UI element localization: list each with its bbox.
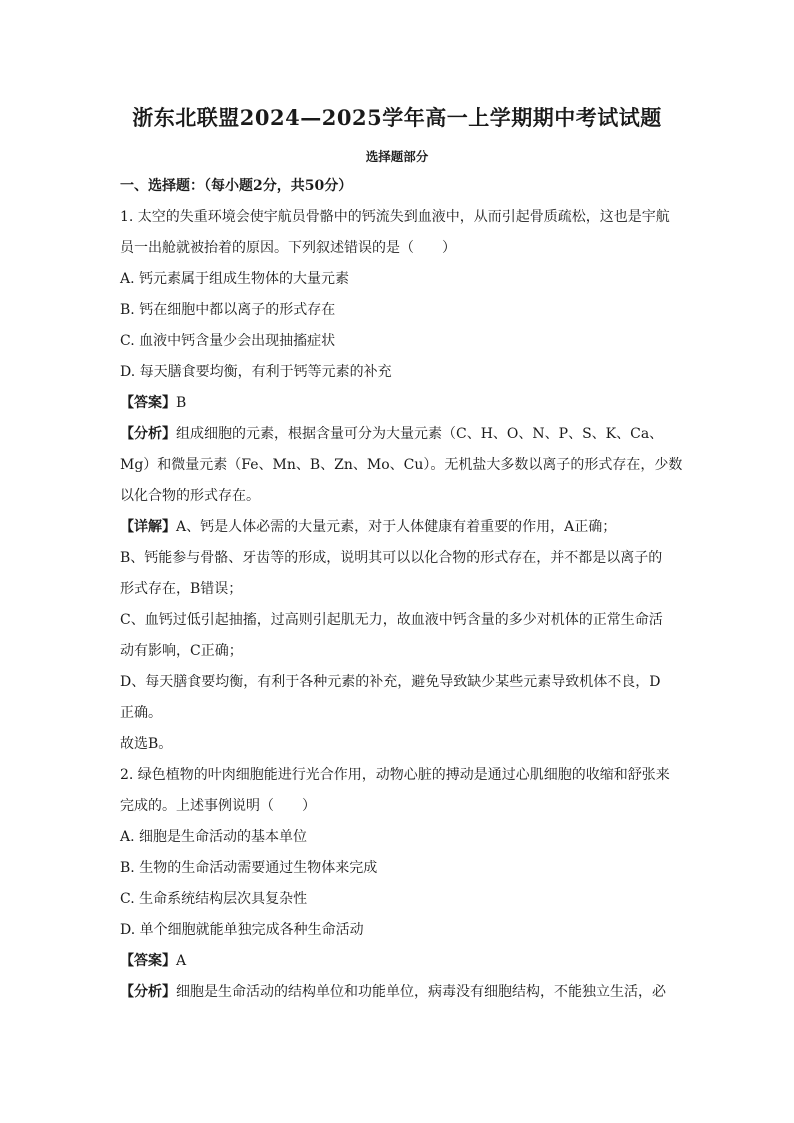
q1-detail-line6: D、每天膳食要均衡，有利于各种元素的补充，避免导致缺少某些元素导致机体不良，D bbox=[120, 674, 661, 690]
q1-stem-line2: 员一出舱就被抬着的原因。下列叙述错误的是（ ） bbox=[120, 240, 456, 256]
q1-detail-line5: 动有影响，C正确； bbox=[120, 643, 243, 659]
q2-stem-line2: 完成的。上述事例说明（ ） bbox=[120, 798, 316, 814]
detail-tag: 【详解】 bbox=[120, 519, 176, 535]
q2-answer bbox=[120, 952, 186, 970]
analysis-tag: 【分析】 bbox=[120, 984, 176, 1000]
answer-value: A bbox=[176, 953, 187, 969]
section-heading: 一、选择题：（每小题2分，共50分） bbox=[120, 178, 353, 194]
answer-value: B bbox=[176, 395, 187, 411]
q1-detail-line4: C、血钙过低引起抽搐，过高则引起肌无力，故血液中钙含量的多少对机体的正常生命活 bbox=[120, 612, 663, 628]
analysis-text: 细胞是生命活动的结构单位和功能单位，病毒没有细胞结构，不能独立生活，必 bbox=[176, 984, 666, 1000]
q1-stem-line1: 1. 太空的失重环境会使宇航员骨骼中的钙流失到血液中，从而引起骨质疏松，这也是宇航 bbox=[120, 209, 670, 225]
detail-text: A、钙是人体必需的大量元素，对于人体健康有着重要的作用，A正确； bbox=[176, 519, 617, 535]
q1-analysis-line2: Mg）和微量元素（Fe、Mn、B、Zn、Mo、Cu）。无机盐大多数以离子的形式存在，少数 bbox=[120, 457, 683, 473]
q1-option-b: B. 钙在细胞中都以离子的形式存在 bbox=[120, 302, 336, 318]
q2-option-b: B. 生物的生命活动需要通过生物体来完成 bbox=[120, 860, 378, 876]
q2-option-a: A. 细胞是生命活动的基本单位 bbox=[120, 829, 308, 845]
q1-analysis-line1 bbox=[120, 425, 663, 443]
q1-option-a: A. 钙元素属于组成生物体的大量元素 bbox=[120, 271, 350, 287]
q1-analysis-line3: 以化合物的形式存在。 bbox=[120, 488, 260, 504]
q2-option-c: C. 生命系统结构层次具复杂性 bbox=[120, 891, 308, 907]
exam-title: 浙东北联盟2024—2025学年高一上学期期中考试试题 bbox=[132, 105, 662, 130]
q1-detail-line2: B、钙能参与骨骼、牙齿等的形成，说明其可以以化合物的形式存在，并不都是以离子的 bbox=[120, 550, 663, 566]
answer-tag: 【答案】 bbox=[120, 953, 176, 969]
q1-option-c: C. 血液中钙含量少会出现抽搐症状 bbox=[120, 333, 336, 349]
q2-option-d: D. 单个细胞就能单独完成各种生命活动 bbox=[120, 922, 364, 938]
q1-option-d: D. 每天膳食要均衡，有利于钙等元素的补充 bbox=[120, 364, 392, 380]
q2-analysis-line1 bbox=[120, 983, 666, 1001]
q1-detail-line3: 形式存在，B错误； bbox=[120, 581, 243, 597]
analysis-tag: 【分析】 bbox=[120, 426, 176, 442]
section-subtitle: 选择题部分 bbox=[365, 149, 429, 164]
q2-stem-line1: 2. 绿色植物的叶肉细胞能进行光合作用，动物心脏的搏动是通过心肌细胞的收缩和舒张来 bbox=[120, 767, 670, 783]
q1-answer bbox=[120, 394, 186, 412]
analysis-text: 组成细胞的元素，根据含量可分为大量元素（C、H、O、N、P、S、K、Ca、 bbox=[176, 426, 664, 442]
q1-conclusion: 故选B。 bbox=[120, 736, 173, 752]
q1-detail-line7: 正确。 bbox=[120, 705, 162, 721]
answer-tag: 【答案】 bbox=[120, 395, 176, 411]
q1-detail-line1 bbox=[120, 518, 616, 536]
